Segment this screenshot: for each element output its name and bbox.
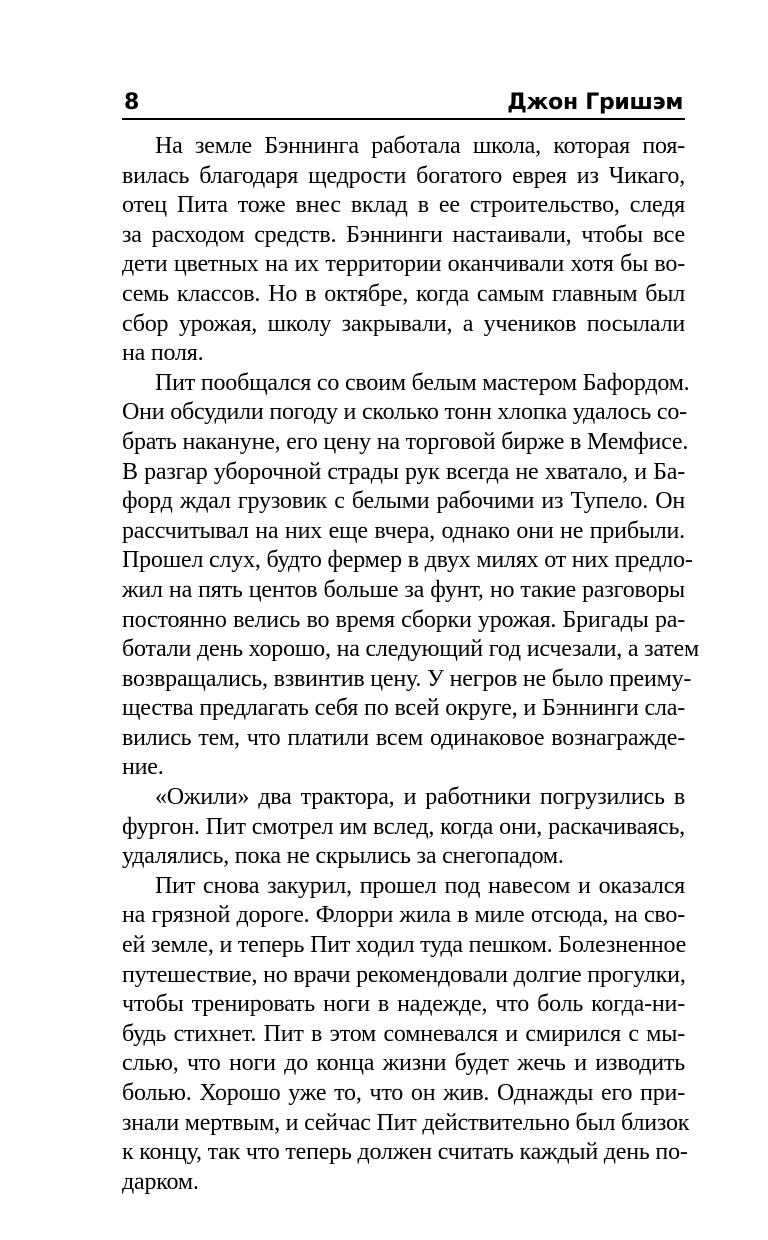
text-line: ние. [122, 754, 164, 781]
text-line: жил на пять центов больше за фунт, но такие разговоры [122, 576, 685, 603]
text-line: ботали день хорошо, на следующий год исчезали, а затем [122, 636, 700, 663]
text-line: будь стихнет. Пит в этом сомневался и смирился с мы- [122, 1020, 685, 1047]
text-line: дети цветных на их территории оканчивали хотя бы во- [122, 251, 685, 278]
text-line: На земле Бэннинга работала школа, которая поя- [155, 133, 685, 159]
body-text [122, 132, 700, 1197]
text-line: ей земле, и теперь Пит ходил туда пешком. Болезненное [122, 932, 687, 959]
text-line: на грязной дороге. Флорри жила в миле отсюда, на сво- [122, 902, 685, 929]
text-line: Пит снова закурил, прошел под навесом и оказался [155, 872, 685, 899]
paragraph [122, 369, 700, 783]
text-line: фургон. Пит смотрел им вслед, когда они, раскачиваясь, [122, 813, 685, 840]
text-line: возвращались, взвинтив цену. У негров не было преиму- [122, 665, 692, 692]
text-line: отец Пита тоже внес вклад в ее строительство, следя [122, 192, 685, 219]
text-line: чтобы тренировать ноги в надежде, что боль когда-ни- [122, 991, 685, 1018]
text-line: «Ожили» два трактора, и работники погрузились в [155, 784, 685, 811]
text-line: постоянно велись во время сборки урожая. Бригады ра- [122, 606, 685, 633]
text-line: Пит пообщался со своим белым мастером Бафордом. [155, 369, 690, 396]
text-line: вилась благодаря щедрости богатого еврея из Чикаго, [122, 162, 685, 189]
text-line: форд ждал грузовик с белыми рабочими из Тупело. Он [122, 488, 685, 515]
text-line: знали мертвым, и сейчас Пит действительно был близок [122, 1109, 690, 1136]
text-line: удалялись, пока не скрылись за снегопадом. [122, 843, 564, 870]
text-line: на поля. [122, 340, 204, 367]
text-line: болью. Хорошо уже то, что он жив. Однажды его при- [122, 1080, 685, 1106]
text-line: за расходом средств. Бэннинги настаивали, чтобы все [122, 221, 685, 248]
running-head [122, 88, 685, 120]
paragraph [122, 132, 685, 369]
text-line: путешествие, но врачи рекомендовали долгие прогулки, [122, 961, 686, 988]
text-line: к концу, так что теперь должен считать каждый день по- [122, 1139, 688, 1166]
text-line: сбор урожая, школу закрывали, а учеников посылали [122, 310, 685, 337]
text-line: В разгар уборочной страды рук всегда не хватало, и Ба- [122, 458, 685, 485]
paragraph [122, 783, 685, 872]
text-line: Они обсудили погоду и сколько тонн хлопка удалось со- [122, 399, 687, 426]
text-line: брать накануне, его цену на торговой бирже в Мемфисе. [122, 428, 689, 455]
text-line: дарком. [122, 1168, 199, 1195]
text-line: щества предлагать себя по всей округе, и Бэннинги сла- [122, 695, 685, 722]
text-line: вились тем, что платили всем одинаковое вознагражде- [122, 724, 685, 751]
page-number: 8 [124, 90, 140, 115]
text-line: Прошел слух, будто фермер в двух милях от них предло- [122, 547, 693, 574]
text-line: семь классов. Но в октябре, когда самым главным был [122, 280, 685, 307]
text-line: рассчитывал на них еще вчера, однако они не прибыли. [122, 517, 685, 544]
text-line: слью, что ноги до конца жизни будет жечь и изводить [122, 1050, 685, 1077]
paragraph [122, 872, 690, 1198]
running-title: Джон Гришэм [507, 90, 683, 115]
